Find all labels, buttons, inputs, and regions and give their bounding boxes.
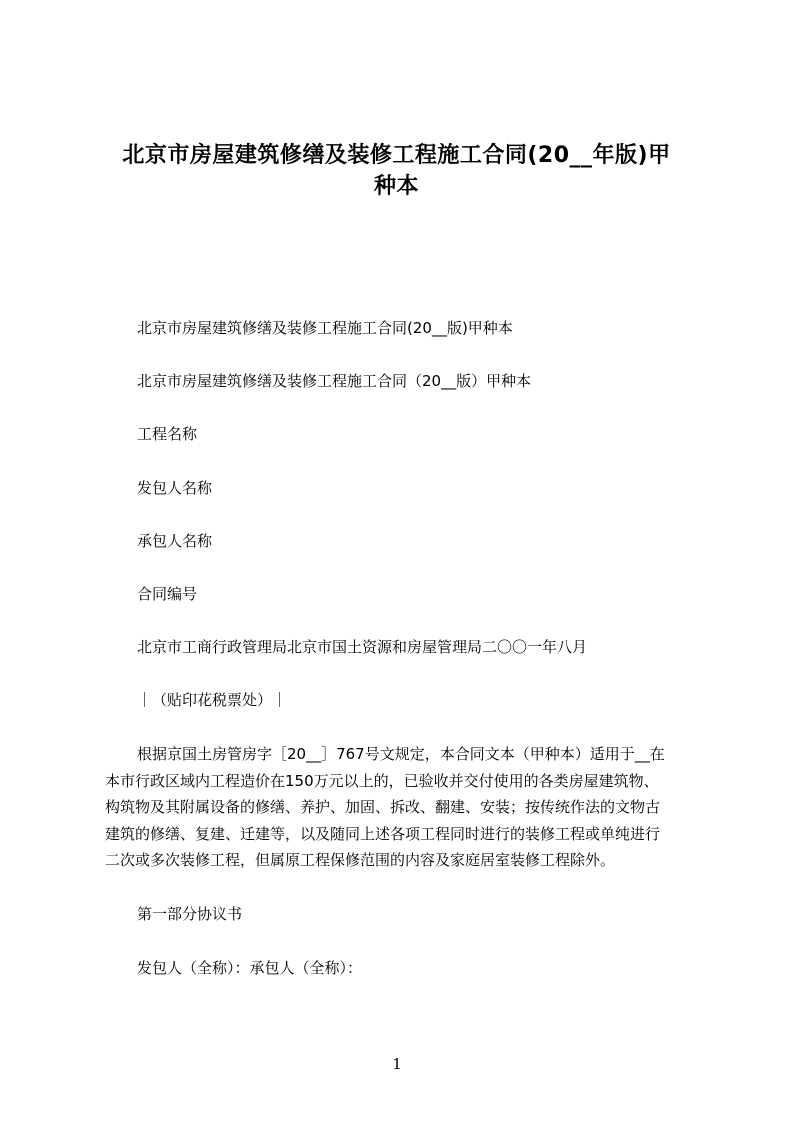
contract-name-paragraph-fullwidth: 北京市房屋建筑修缮及装修工程施工合同（20__版）甲种本	[137, 372, 532, 390]
contractor-name-label: 承包人名称	[137, 532, 213, 550]
applicability-line-4: 建筑的修缮、复建、迁建等，以及随同上述各项工程同时进行的装修工程或单纯进行	[105, 824, 661, 843]
applicability-line-3: 构筑物及其附属设备的修缮、养护、加固、拆改、翻建、安装；按传统作法的文物古	[105, 798, 661, 816]
project-name-label: 工程名称	[137, 425, 198, 443]
page-number: 1	[392, 1055, 402, 1073]
document-title	[60, 140, 733, 202]
section-heading-agreement: 第一部分协议书	[137, 905, 243, 923]
parties-line: 发包人（全称）：承包人（全称）：	[137, 959, 363, 977]
applicability-paragraph	[105, 741, 705, 874]
document-title-line-2: 种本	[373, 174, 419, 199]
applicability-line-1: 根据京国土房管房字［20__］767号文规定，本合同文本（甲种本）适用于__在	[137, 745, 665, 763]
contract-number-label: 合同编号	[137, 585, 198, 603]
applicability-line-5: 二次或多次装修工程，但属原工程保修范围的内容及家庭居室装修工程除外。	[105, 851, 616, 869]
issuing-authorities-line: 北京市工商行政管理局北京市国土资源和房屋管理局二〇〇一年八月	[137, 638, 588, 656]
applicability-line-2: 本市行政区域内工程造价在150万元以上的，已验收并交付使用的各类房屋建筑物、	[105, 771, 659, 790]
contract-name-paragraph: 北京市房屋建筑修缮及装修工程施工合同(20__版)甲种本	[137, 319, 513, 337]
stamp-duty-placeholder: ｜（贴印花税票处）｜	[137, 691, 288, 709]
document-title-line-1: 北京市房屋建筑修缮及装修工程施工合同(20__年版)甲	[122, 143, 671, 168]
employer-name-label: 发包人名称	[137, 479, 213, 497]
